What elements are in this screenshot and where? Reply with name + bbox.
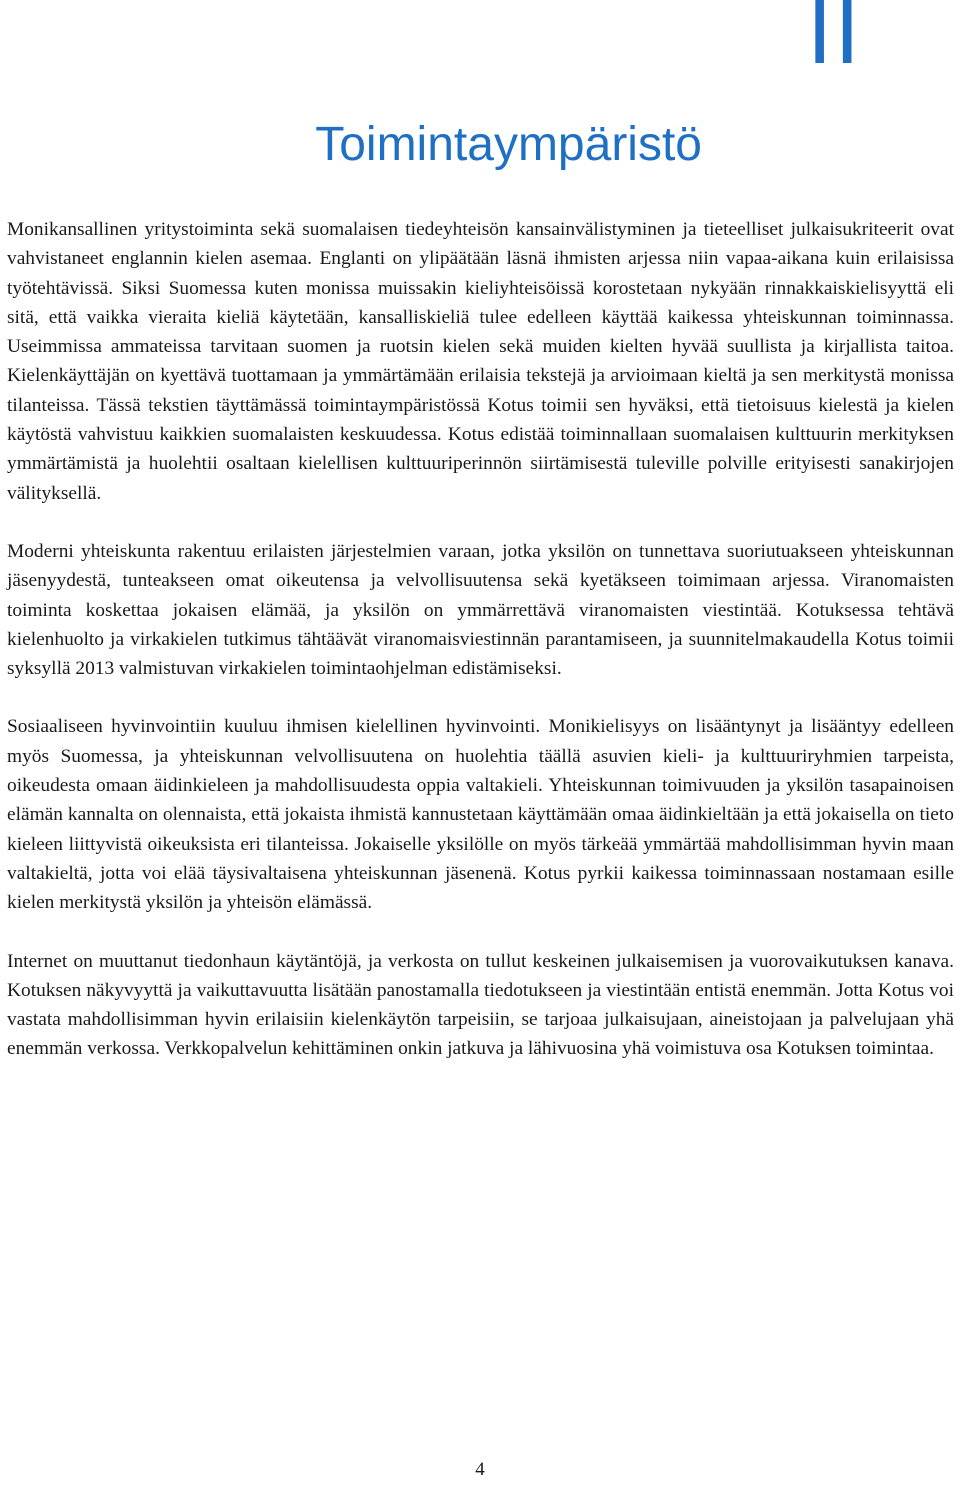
- page-number: 4: [475, 1459, 485, 1480]
- paragraph: Sosiaaliseen hyvinvointiin kuuluu ihmisen kielellinen hyvinvointi. Monikielisyys on lisääntynyt ja lisääntyy edelleen myös Suomessa, ja yhteiskunnan velvollisuutena on huolehtia täällä asuvien kieli- ja kulttuuriryhmien tarpeista, oikeudesta omaan äidinkieleen ja mahdollisuudesta oppia valtakieli. Yhteiskunnan toimivuuden ja yksilön tasapainoisen elämän kannalta on olennaista, että jokaista ihmistä kannustetaan käyttämään omaa äidinkieltään ja että jokaisella on tieto kieleen liittyvistä oikeuksista eri tilanteissa. Jokaiselle yksilölle on myös tärkeää ymmärtää mahdollisimman hyvin maan valtakieltä, jotta voi elää täysivaltaisena yhteiskunnan jäsenenä. Kotus pyrkii kaikessa toiminnassaan nostamaan esille kielen merkitystä yksilön ja yhteisön elämässä.: [7, 716, 954, 914]
- chapter-title: Toimintaympäristö: [315, 118, 702, 171]
- paragraph: Monikansallinen yritystoiminta sekä suomalaisen tiedeyhteisön kansainvälistyminen ja tieteelliset julkaisukriteerit ovat vahvistaneet englannin kielen asemaa. Englanti on ylipäätään läsnä ihmisten arjessa niin vapaa-aikana kuin erilaisissa työtehtävissä. Siksi Suomessa kuten monissa muissakin kieliyhteisöissä korostetaan nykyään rinnakkaiskielisyyttä eli sitä, että vaikka vieraita kieliä käytetään, kansalliskieliä tulee edelleen käyttää kaikessa yhteiskunnan toiminnassa. Useimmissa ammateissa tarvitaan suomen ja ruotsin kielen sekä muiden kielten hyvää suullista ja kirjallista taitoa. Kielenkäyttäjän on kyettävä tuottamaan ja ymmärtämään erilaisia tekstejä ja arvioimaan kieltä ja sen merkitystä monissa tilanteissa. Tässä tekstien täyttämässä toimintaympäristössä Kotus toimii sen hyväksi, että tietoisuus kielestä ja kielen käytöstä vahvistuu kaikkien suomalaisten keskuudessa. Kotus edistää toiminnallaan suomalaisen kulttuurin merkityksen ymmärtämistä ja huolehtii osaltaan kielellisen kulttuuriperinnön siirtämisestä tuleville polville erityisesti sanakirjojen välityksellä.: [7, 219, 954, 504]
- paragraph: Moderni yhteiskunta rakentuu erilaisten järjestelmien varaan, jotka yksilön on tunnettava suoriutuakseen yhteiskunnan jäsenyydestä, tunteakseen omat oikeutensa ja velvollisuutensa sekä kyetäkseen toimimaan arjessa. Viranomaisten toiminta koskettaa jokaisen elämää, ja yksilön on ymmärrettävä viranomaisten viestintää. Kotuksessa tehtävä kielenhuolto ja virkakielen tutkimus tähtäävät viranomaisviestinnän parantamiseen, ja suunnitelmakaudella Kotus toimii syksyllä 2013 valmistuvan virkakielen toimintaohjelman edistämiseksi.: [7, 540, 954, 680]
- chapter-numeral: II: [806, 0, 862, 83]
- body-text: [7, 215, 954, 1093]
- paragraph: Internet on muuttanut tiedonhaun käytäntöjä, ja verkosta on tullut keskeinen julkaisemisen ja vuorovaikutuksen kanava. Kotuksen näkyvyyttä ja vaikuttavuutta lisätään panostamalla tiedotukseen ja viestintään entistä enemmän. Jotta Kotus voi vastata mahdollisimman hyvin erilaisiin kielenkäytön tarpeisiin, se tarjoaa julkaisujaan, aineistojaan ja palvelujaan yhä enemmän verkossa. Verkkopalvelun kehittäminen onkin jatkuva ja lähivuosina yhä voimistuva osa Kotuksen toimintaa.: [7, 950, 954, 1060]
